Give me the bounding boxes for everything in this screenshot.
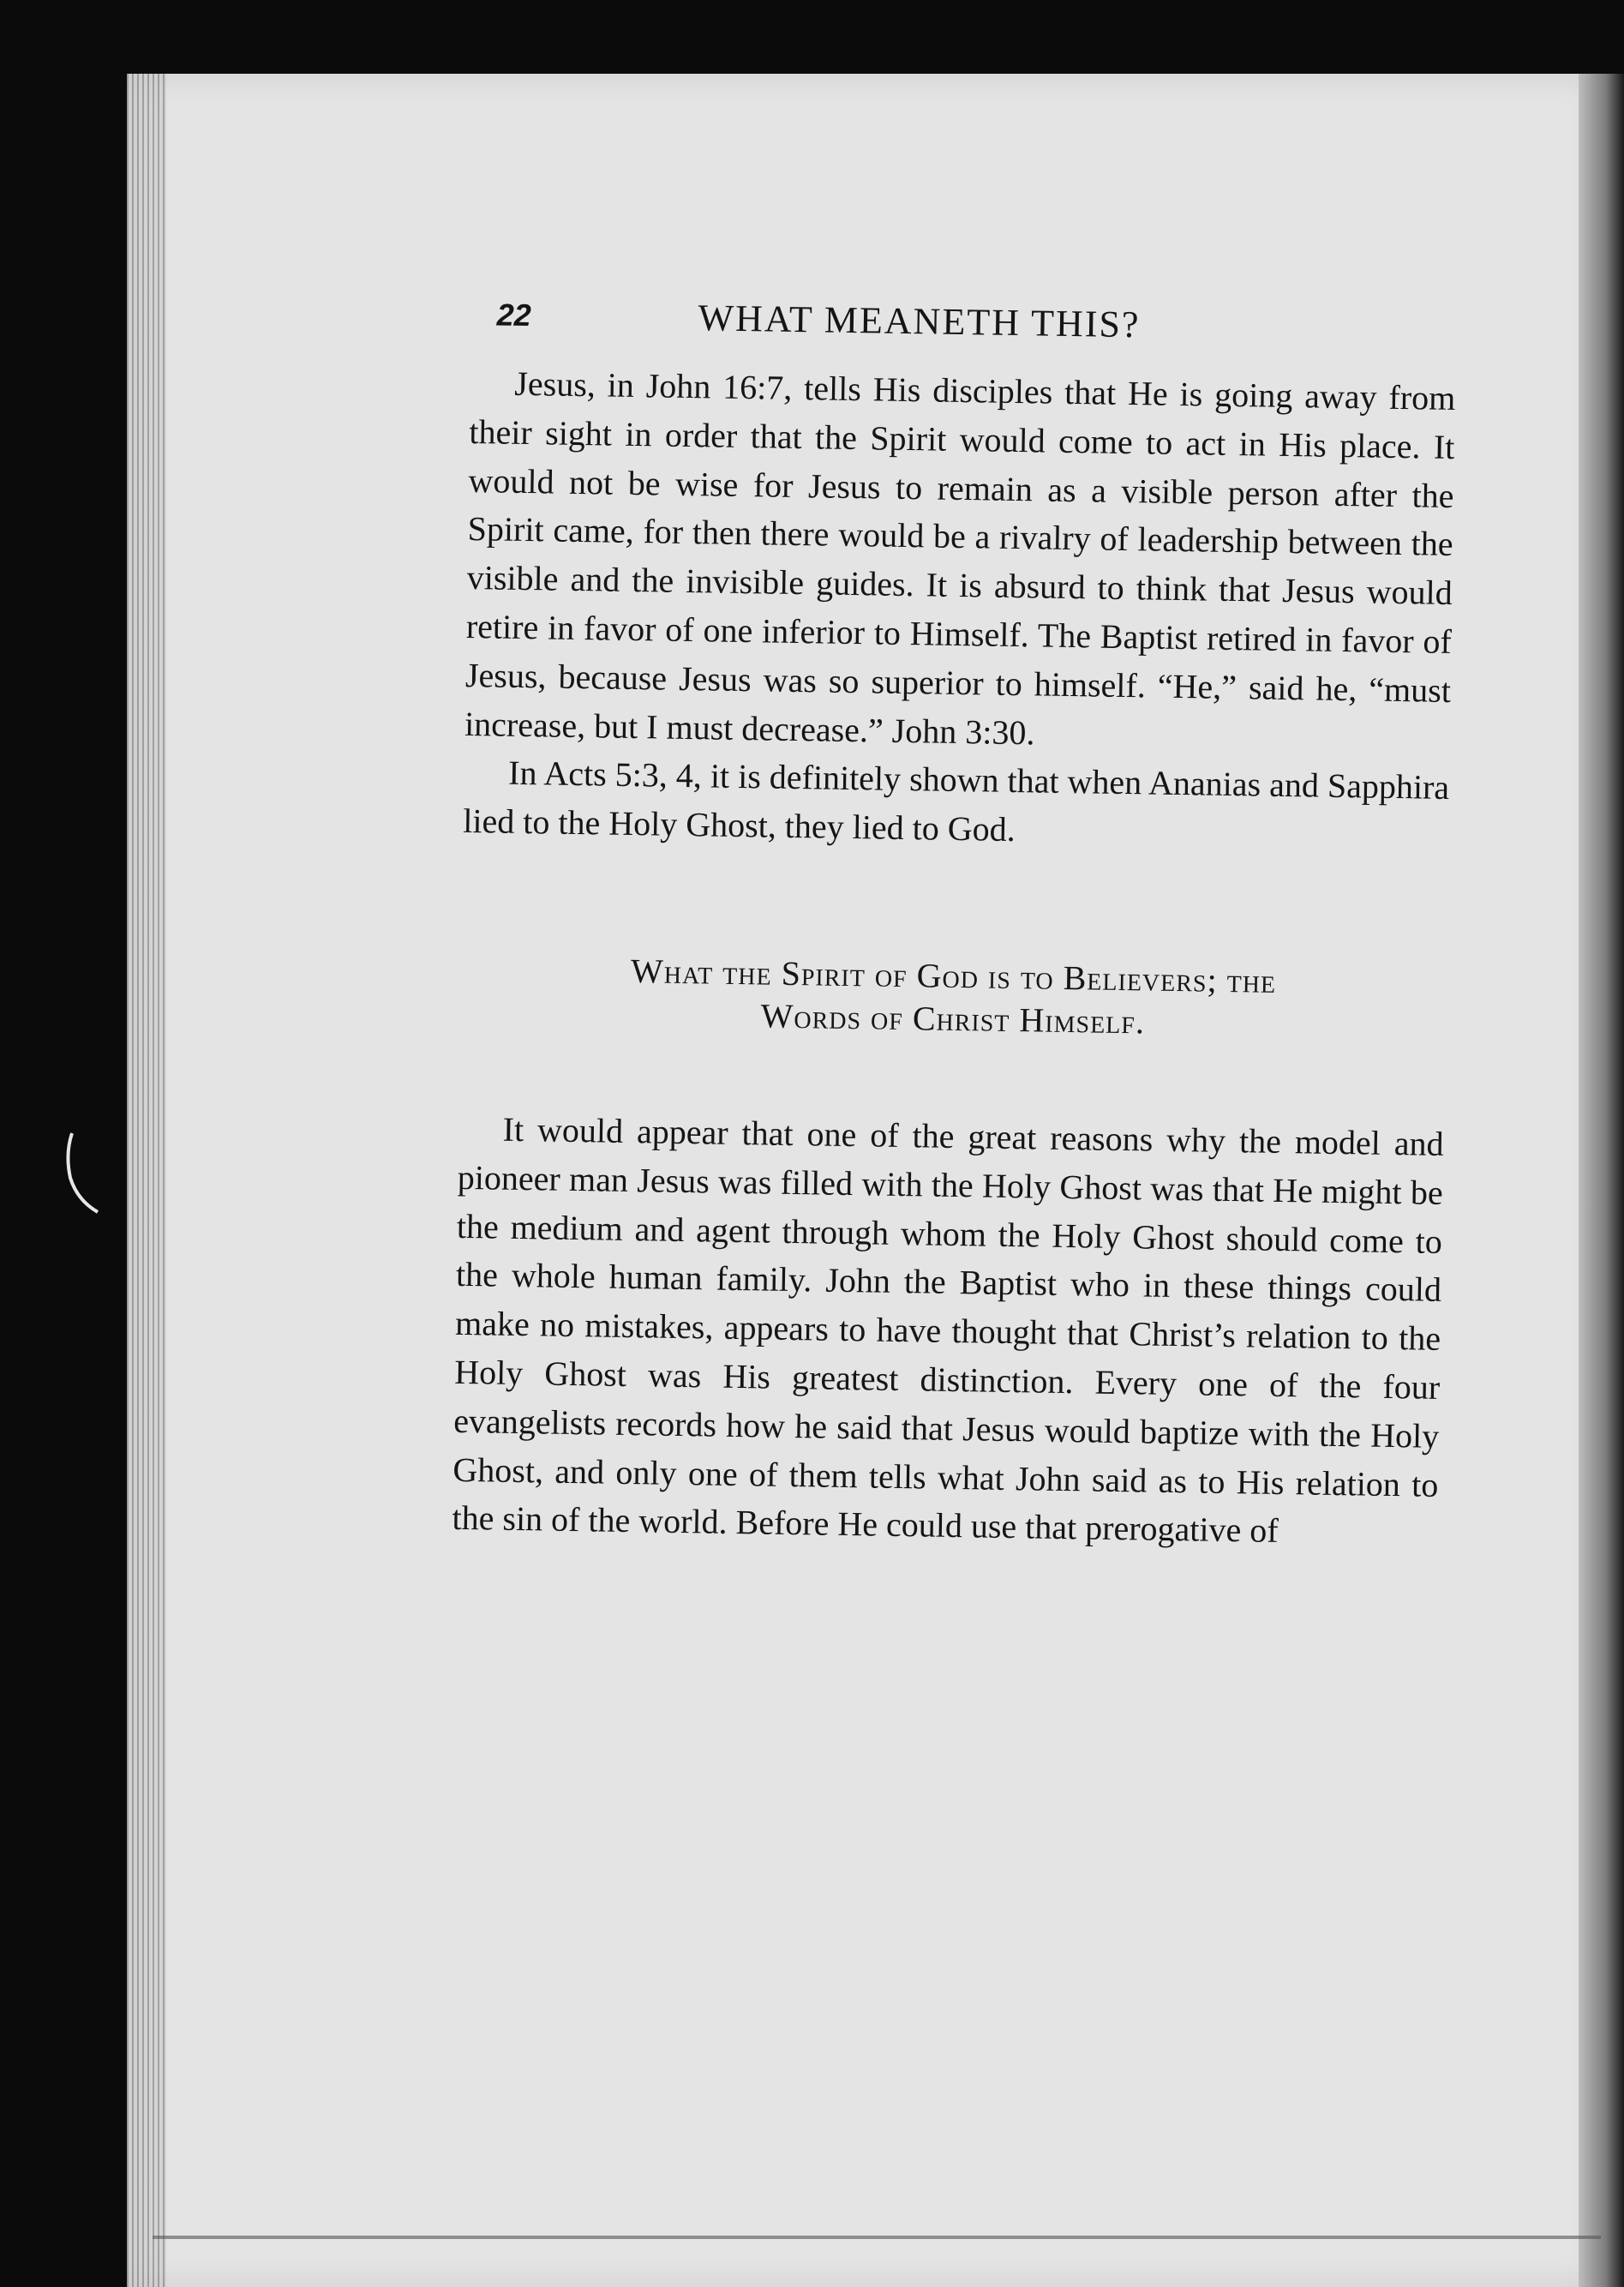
paragraph: In Acts 5:3, 4, it is definitely shown that when Ananias and Sapphira lied to the Holy Ghost, they lied to God.	[463, 753, 1450, 849]
page-text-block	[441, 296, 1457, 2214]
section-heading	[459, 947, 1446, 1048]
running-title: WHAT MEANETH THIS?	[698, 297, 1141, 346]
page-number: 22	[496, 297, 532, 333]
heading-line: Words of Christ Himself.	[760, 996, 1146, 1041]
heading-line: What the Spirit of God is to Believers; the	[630, 951, 1277, 1000]
page-right-shadow	[1579, 74, 1624, 2287]
margin-bracket-mark	[60, 1130, 103, 1216]
page-gutter-edge	[127, 74, 166, 2287]
paragraph: It would appear that one of the great reasons why the model and pioneer man Jesus was filled with the Holy Ghost was that He might be the medium and agent through whom the Holy Ghost should come to the whole human family. John the Baptist who in these things could make no mistakes, appears to have thought that Christ’s relation to the Holy Ghost was His greatest distinction. Every one of the four evangelists records how he said that Jesus would baptize with the Holy Ghost, and only one of them tells what John said as to His relation to the sin of the world. Before He could use that prerogative of	[452, 1109, 1444, 1551]
page-bottom-edge	[153, 2236, 1601, 2239]
paragraph: Jesus, in John 16:7, tells His disciples that He is going away from their sight in order that the Spirit would come to act in His place. It would not be wise for Jesus to remain as a visible person after the Spirit came, for then there would be a rivalry of leadership between the visible and the invisible guides. It is absurd to think that Jesus would retire in favor of one inferior to Himself. The Baptist retired in favor of Jesus, because Jesus was so superior to himself. “He,” said he, “must increase, but I must decrease.” John 3:30.	[464, 363, 1456, 752]
